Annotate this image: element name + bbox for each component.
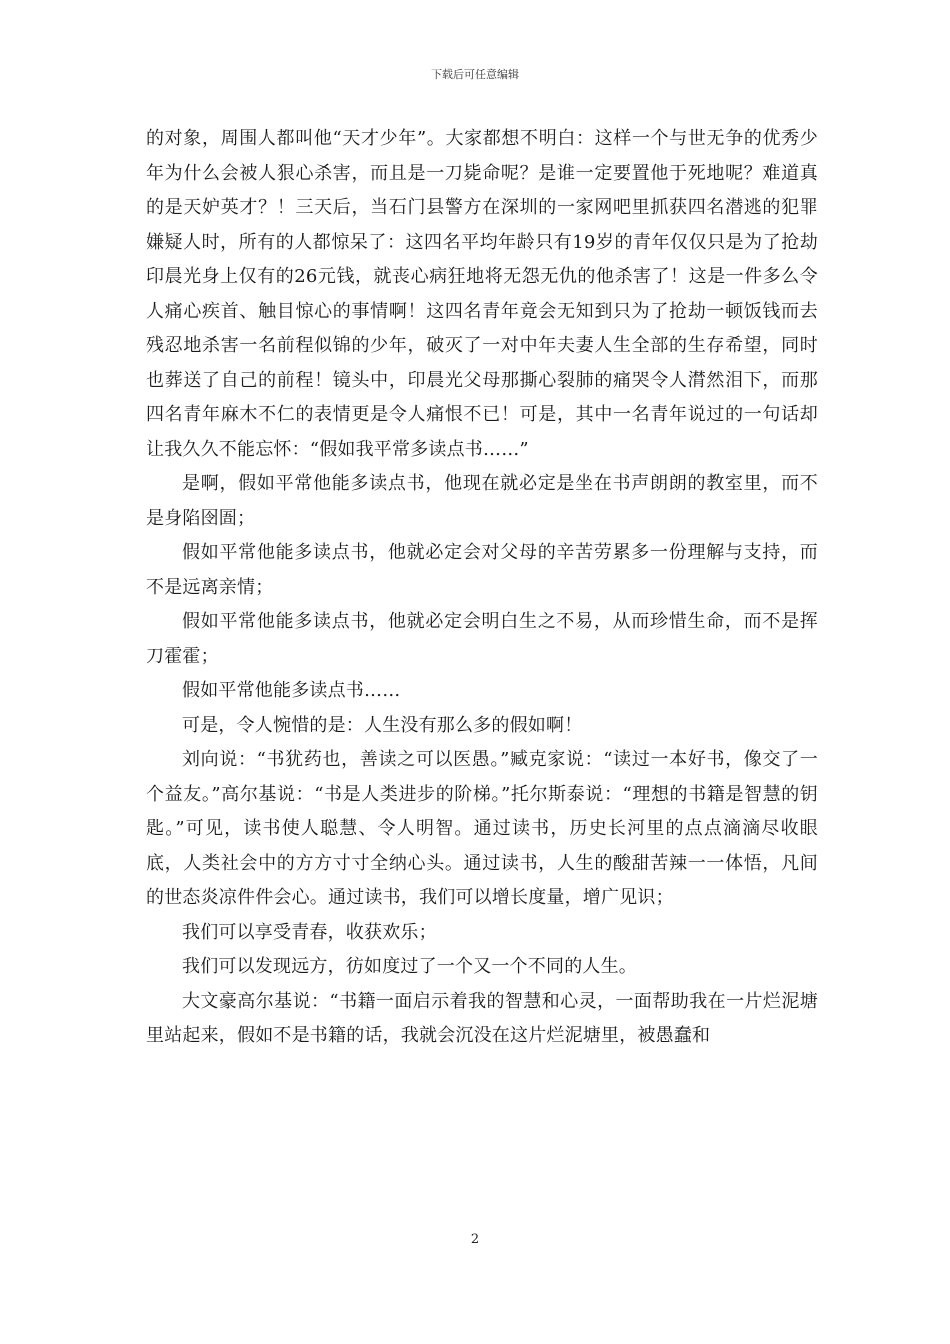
paragraph: 假如平常他能多读点书，他就必定会对父母的辛苦劳累多一份理解与支持，而不是远离亲情；: [146, 542, 818, 598]
document-body: [146, 122, 818, 1054]
paragraph: 大文豪高尔基说：“书籍一面启示着我的智慧和心灵，一面帮助我在一片烂泥塘里站起来，假如不是书籍的话，我就会沉没在这片烂泥塘里，被愚蠢和: [146, 990, 818, 1046]
page-header: 下载后可任意编辑: [431, 68, 519, 81]
paragraph: 的对象，周围人都叫他“天才少年”。大家都想不明白：这样一个与世无争的优秀少年为什么会被人狠心杀害，而且是一刀毙命呢？是谁一定要置他于死地呢？难道真的是天妒英才？！三天后，当石门县警方在深圳的一家网吧里抓获四名潜逃的犯罪嫌疑人时，所有的人都惊呆了：这四名平均年龄只有19岁的青年仅仅只是为了抢劫印晨光身上仅有的26元钱，就丧心病狂地将无怨无仇的他杀害了！这是一件多么令人痛心疾首、触目惊心的事情啊！这四名青年竟会无知到只为了抢劫一顿饭钱而去残忍地杀害一名前程似锦的少年，破灭了一对中年夫妻人生全部的生存希望，同时也葬送了自己的前程！镜头中，印晨光父母那撕心裂肺的痛哭令人潸然泪下，而那四名青年麻木不仁的表情更是令人痛恨不已！可是，其中一名青年说过的一句话却让我久久不能忘怀：“假如我平常多读点书……”: [146, 128, 818, 460]
paragraph: 是啊，假如平常他能多读点书，他现在就必定是坐在书声朗朗的教室里，而不是身陷囹圄；: [146, 473, 818, 529]
page-number: 2: [470, 1232, 480, 1247]
paragraph: 假如平常他能多读点书，他就必定会明白生之不易，从而珍惜生命，而不是挥刀霍霍；: [146, 611, 818, 667]
paragraph: 我们可以享受青春，收获欢乐；: [182, 921, 437, 943]
paragraph: 我们可以发现远方，彷如度过了一个又一个不同的人生。: [182, 956, 637, 977]
paragraph: 刘向说：“书犹药也，善读之可以医愚。”臧克家说：“读过一本好书，像交了一个益友。”高尔基说：“书是人类进步的阶梯。”托尔斯泰说：“理想的书籍是智慧的钥匙。”可见，读书使人聪慧、令人明智。通过读书，历史长河里的点点滴滴尽收眼底，人类社会中的方方寸寸全纳心头。通过读书，人生的酸甜苦辣一一体悟，凡间的世态炎凉件件会心。通过读书，我们可以增长度量，增广见识；: [146, 749, 818, 908]
paragraph: 可是，令人惋惜的是：人生没有那么多的假如啊！: [182, 714, 583, 736]
paragraph: 假如平常他能多读点书……: [182, 680, 401, 701]
